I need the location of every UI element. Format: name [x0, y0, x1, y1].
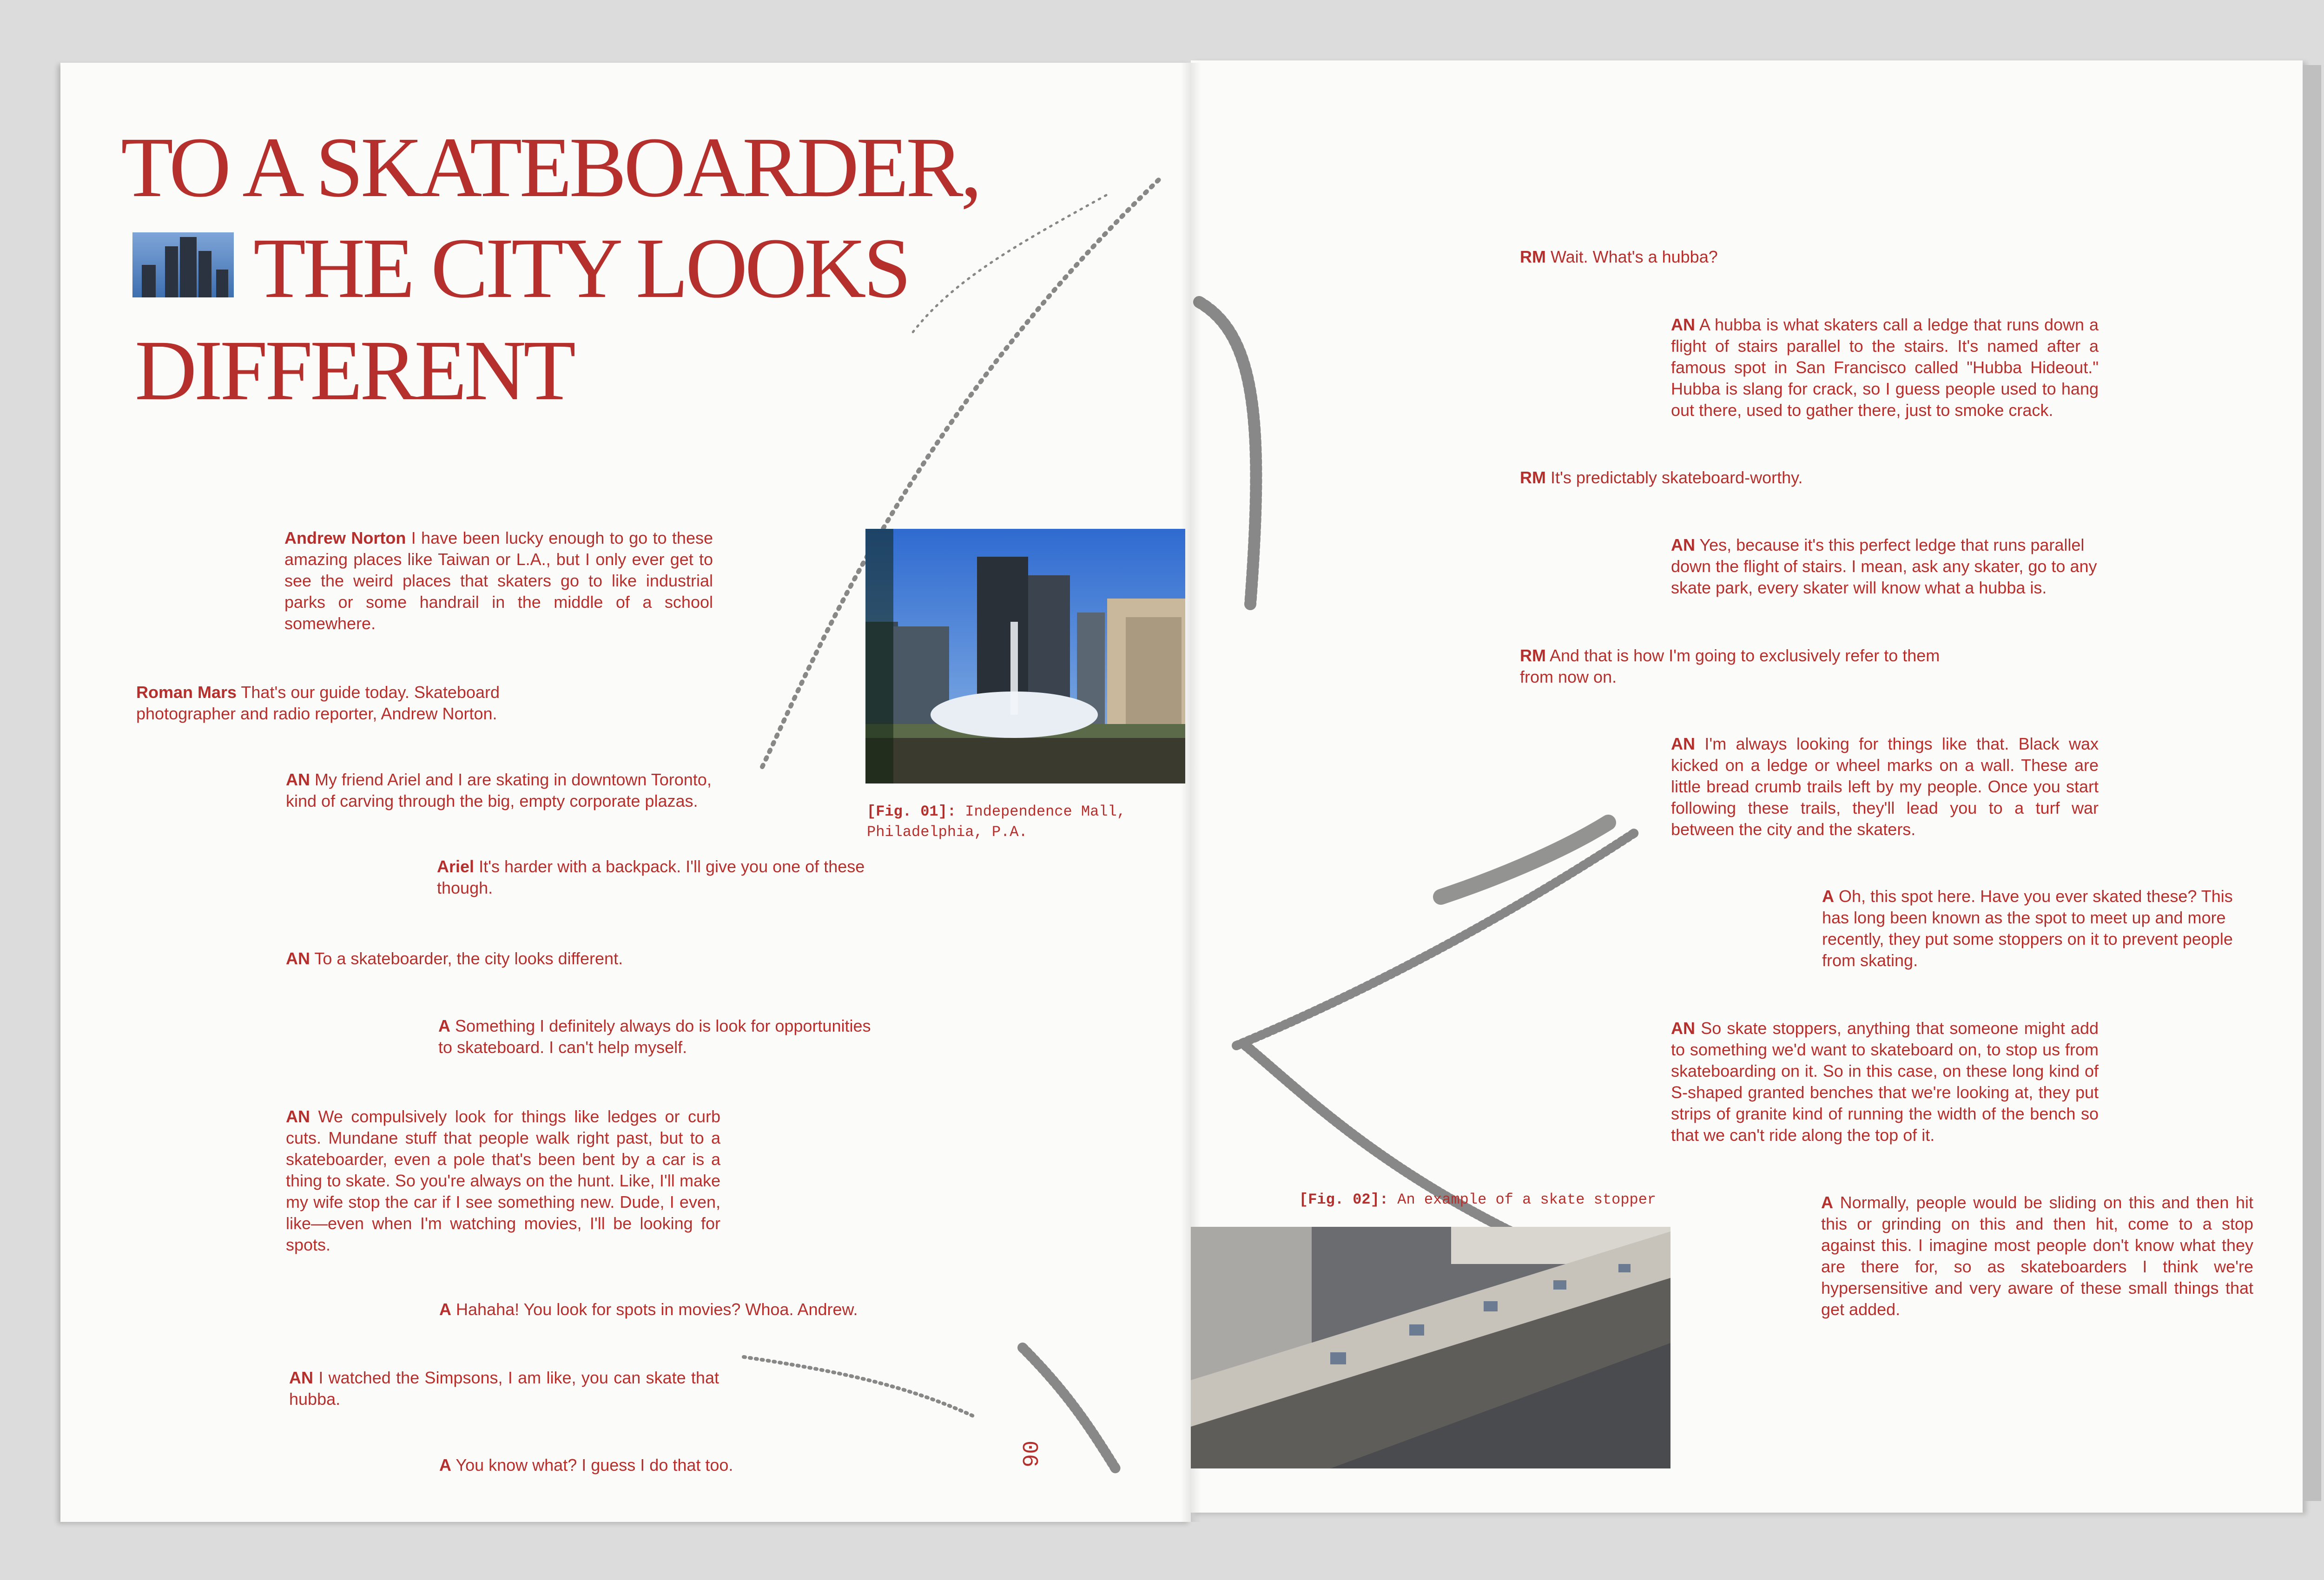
paragraph-text: So skate stoppers, anything that someone might add to something we'd want to skateboard on, to stop us from skateboarding on it. So in this case, on these long kind of S-shaped granted benches that we're looking at, they put strips of granite kind of running the width of the bench so that we can't ride along the top of it. [1671, 1019, 2099, 1145]
fig-01-photo [865, 529, 1185, 783]
speaker-label: A [439, 1300, 451, 1319]
paragraph-text: And that is how I'm going to exclusively refer to them from now on. [1520, 646, 1940, 686]
paragraph-text: I have been lucky enough to go to these amazing places like Taiwan or L.A., but I only ever get to see the weird places that skaters go to like industrial parks or some handrail in the middle of a school somewhere. [284, 528, 713, 633]
speaker-label: AN [1671, 1019, 1695, 1038]
speaker-label: AN [1671, 315, 1695, 334]
fig-01-label: [Fig. 01]: [867, 803, 957, 820]
paragraph-an-ledges [286, 1106, 720, 1256]
paragraph-a-sliding [1821, 1192, 2253, 1320]
skyline-thumbnail [132, 232, 234, 297]
fig-01-caption [867, 802, 1126, 822]
paragraph-an-city [286, 948, 844, 969]
paragraph-an-hubba-def [1671, 314, 2099, 421]
paragraph-an-stoppers [1671, 1018, 2099, 1146]
paragraph-text: That's our guide today. Skateboard photographer and radio reporter, Andrew Norton. [136, 683, 500, 723]
paragraph-andrew-intro [284, 527, 713, 634]
paragraph-a-that-too [439, 1455, 904, 1476]
speaker-label: Roman Mars [136, 683, 237, 702]
speaker-label: AN [1671, 734, 1695, 753]
paragraph-text: A hubba is what skaters call a ledge that runs down a flight of stairs parallel to the stairs. It's named after a famous spot in San Francisco called "Hubba Hideout." Hubba is slang for crack, so I guess people used to hang out there, used to gather there, just to smoke crack. [1671, 315, 2099, 420]
speaker-label: A [438, 1016, 450, 1035]
paragraph-ariel-backpack [437, 856, 867, 899]
paragraph-roman-intro [136, 682, 568, 724]
page-edge [2303, 65, 2321, 1501]
speaker-label: RM [1520, 646, 1546, 665]
paragraph-rm-hubba [1520, 246, 1845, 268]
paragraph-a-movies [439, 1299, 904, 1320]
fig-02-text: An example of a skate stopper [1397, 1191, 1657, 1208]
speaker-label: AN [286, 1107, 310, 1126]
paragraph-text: It's predictably skateboard-worthy. [1551, 468, 1803, 487]
fig-02-photo [1191, 1227, 1670, 1468]
fig-01-caption-line2: Philadelphia, P.A. [867, 823, 1028, 841]
paragraph-text: My friend Ariel and I are skating in downtown Toronto, kind of carving through the big, empty corporate plazas. [286, 770, 712, 810]
speaker-label: RM [1520, 468, 1546, 487]
paragraph-text: Normally, people would be sliding on this and then hit this or grinding on this and then hit, come to a stop against this. I imagine most people don't know what they are there for, so as skateboarders I think we're hypersensitive and very aware of these small things that get added. [1821, 1193, 2253, 1319]
speaker-label: A [439, 1455, 451, 1475]
paragraph-text: To a skateboarder, the city looks different. [314, 949, 623, 968]
paragraph-an-perfect-ledge [1671, 534, 2103, 599]
speaker-label: AN [1671, 535, 1695, 554]
paragraph-text: Oh, this spot here. Have you ever skated these? This has long been known as the spot to meet up and more recently, they put some stoppers on it to prevent people from skating. [1822, 887, 2233, 970]
speaker-label: A [1822, 887, 1834, 906]
speaker-label: AN [286, 770, 310, 789]
paragraph-a-spot [1822, 886, 2257, 971]
paragraph-text: I'm always looking for things like that. Black wax kicked on a ledge or wheel marks on a wall. These are little bread crumb trails left by my people. Once you start following these trails, they'll lead you to a turf war between the city and the skaters. [1671, 734, 2099, 839]
title-line-2: THE CITY LOOKS [253, 221, 909, 316]
paragraph-text: Yes, because it's this perfect ledge that runs parallel down the flight of stairs. I mean, ask any skater, go to any skate park, every skater will know what a hubba is. [1671, 535, 2097, 597]
paragraph-rm-worthy [1520, 467, 1938, 488]
paragraph-text: You know what? I guess I do that too. [456, 1455, 733, 1475]
paragraph-text: I watched the Simpsons, I am like, you can skate that hubba. [289, 1368, 719, 1409]
paragraph-text: Hahaha! You look for spots in movies? Whoa. Andrew. [456, 1300, 858, 1319]
paragraph-an-bread-crumbs [1671, 733, 2099, 840]
fig-02-caption [1299, 1190, 1656, 1210]
paragraph-text: It's harder with a backpack. I'll give you one of these though. [437, 857, 865, 897]
paragraph-a-opportunities [438, 1015, 873, 1058]
speaker-label: RM [1520, 247, 1546, 266]
paragraph-text: We compulsively look for things like ledges or curb cuts. Mundane stuff that people walk right past, but to a skateboarder, even a pole that's been bent by a car is a thing to skate. So you're always on the hunt. Like, I'll make my wife stop the car if I see something new. Dude, I even, like—even when I'm watching movies, I'll be looking for spots. [286, 1107, 720, 1254]
speaker-label: AN [286, 949, 310, 968]
speaker-label: AN [289, 1368, 313, 1387]
paragraph-an-simpsons [289, 1367, 719, 1410]
title-line-3: DIFFERENT [135, 323, 573, 418]
speaker-label: Andrew Norton [284, 528, 406, 547]
page-number: 06 [1016, 1441, 1041, 1468]
fig-01-text: Independence Mall, [965, 803, 1126, 820]
title-line-1: TO A SKATEBOARDER, [121, 120, 979, 215]
paragraph-rm-refer [1520, 645, 1966, 688]
speaker-label: A [1821, 1193, 1833, 1212]
speaker-label: Ariel [437, 857, 475, 876]
paragraph-text: Wait. What's a hubba? [1551, 247, 1718, 266]
fig-02-label: [Fig. 02]: [1299, 1191, 1389, 1208]
paragraph-text: Something I definitely always do is look for opportunities to skateboard. I can't help myself. [438, 1016, 871, 1057]
paragraph-an-toronto [286, 769, 732, 812]
